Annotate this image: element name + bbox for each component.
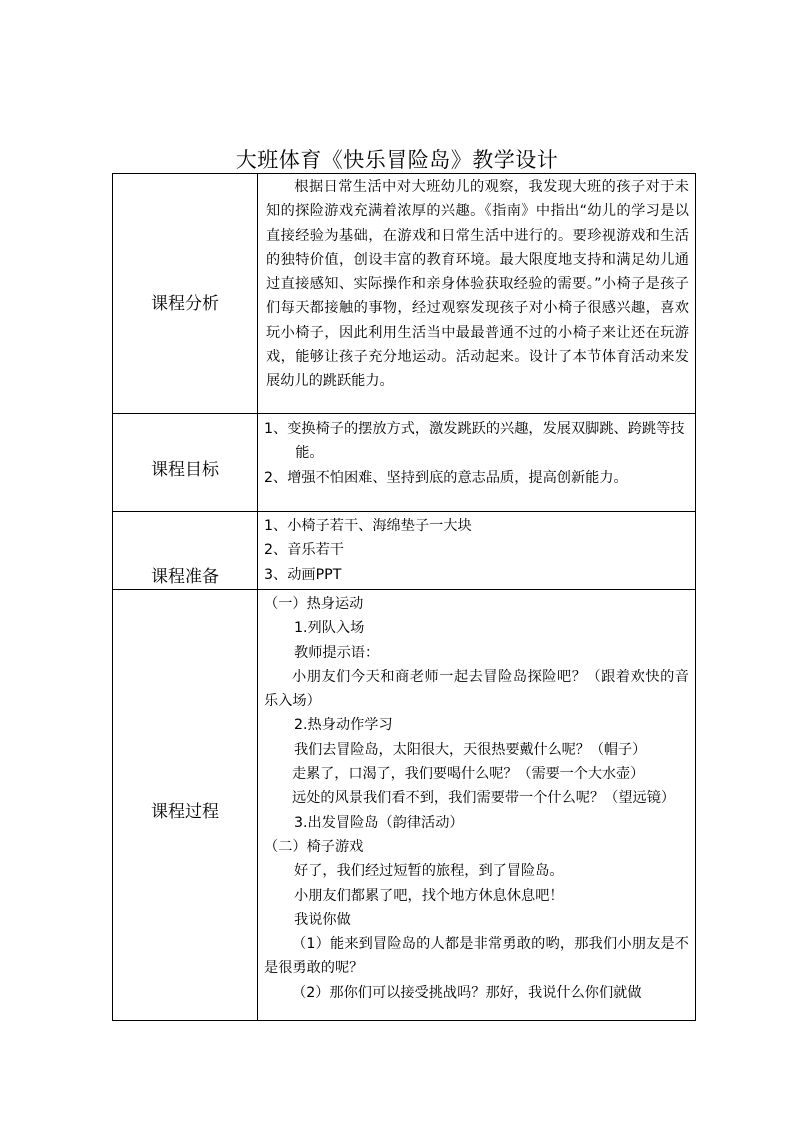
process-step-1: 1.列队入场 — [294, 620, 365, 637]
row-label-process: 课程过程 — [151, 802, 219, 822]
table-row-preparation — [113, 512, 696, 590]
goals-cell — [258, 414, 696, 512]
analysis-cell — [258, 174, 696, 414]
process-step-3: 3.出发冒险岛（韵律活动） — [294, 814, 464, 831]
row-label-cell — [113, 174, 258, 414]
lesson-plan-table — [112, 173, 696, 1021]
process-step-2: 2.热身动作学习 — [294, 717, 393, 734]
goal-item-2: 2、增强不怕困难、坚持到底的意志品质，提高创新能力。 — [264, 469, 628, 486]
row-label-cell — [113, 590, 258, 1021]
row-label-goals: 课程目标 — [151, 460, 219, 480]
process-question-2: 走累了，口渴了，我们要喝什么呢？（需要一个大水壶） — [292, 766, 645, 783]
row-label-analysis: 课程分析 — [151, 294, 219, 314]
analysis-text: 根据日常生活中对大班幼儿的观察，我发现大班的孩子对于未知的探险游戏充满着浓厚的兴趣。《指南》中指出“幼儿的学习是以直接经验为基础，在游戏和日常生活中进行的。要珍视游戏和生活的独特价值，创设丰富的教育环境。最大限度地支持和满足幼儿通过直接感知、实际操作和亲身体验获取经验的需要。”小椅子是孩子们每天都接触的事物，经过观察发现孩子对小椅子很感兴趣，喜欢玩小椅子，因此利用生活当中最最普通不过的小椅子来让还在玩游戏，能够让孩子充分地运动。活动起来。设计了本节体育活动来发展幼儿的跳跃能力。 — [266, 179, 689, 390]
preparation-cell — [258, 512, 696, 590]
process-question-1: 我们去冒险岛，太阳很大，天很热要戴什么呢？（帽子） — [294, 741, 647, 758]
prep-item-1: 1、小椅子若干、海绵垫子一大块 — [264, 518, 472, 534]
document-title: 大班体育《快乐冒险岛》教学设计 — [235, 148, 559, 172]
row-label-cell — [113, 414, 258, 512]
process-cell — [258, 590, 696, 1021]
process-section-1: （一）热身运动 — [264, 596, 364, 612]
process-text-c: 我说你做 — [294, 911, 351, 928]
prep-item-3: 3、动画PPT — [264, 566, 342, 583]
row-label-cell — [113, 512, 258, 590]
row-label-preparation: 课程准备 — [151, 567, 219, 587]
process-text-d: （1）能来到冒险岛的人都是非常勇敢的哟，那我们小朋友是不是很勇敢的呢？ — [264, 936, 689, 977]
table-row-goals — [113, 414, 696, 512]
table-row-process — [113, 590, 696, 1021]
process-text-a: 好了，我们经过短暂的旅程，到了冒险岛。 — [294, 863, 564, 880]
process-question-3: 远处的风景我们看不到，我们需要带一个什么呢？（望远镜） — [292, 790, 676, 807]
goal-item-1: 1、变换椅子的摆放方式，激发跳跃的兴趣，发展双脚跳、跨跳等技能。 — [264, 421, 685, 462]
process-text-e: （2）那你们可以接受挑战吗？那好，我说什么你们就做 — [292, 984, 642, 1001]
process-prompt-label: 教师提示语： — [294, 644, 380, 661]
process-prompt-1: 小朋友们今天和商老师一起去冒险岛探险吧？（跟着欢快的音乐入场） — [264, 668, 689, 710]
prep-item-2: 2、音乐若干 — [264, 542, 344, 559]
process-text-b: 小朋友们都累了吧，找个地方休息休息吧！ — [294, 887, 564, 904]
process-section-2: （二）椅子游戏 — [264, 838, 364, 855]
table-row-analysis — [113, 174, 696, 414]
